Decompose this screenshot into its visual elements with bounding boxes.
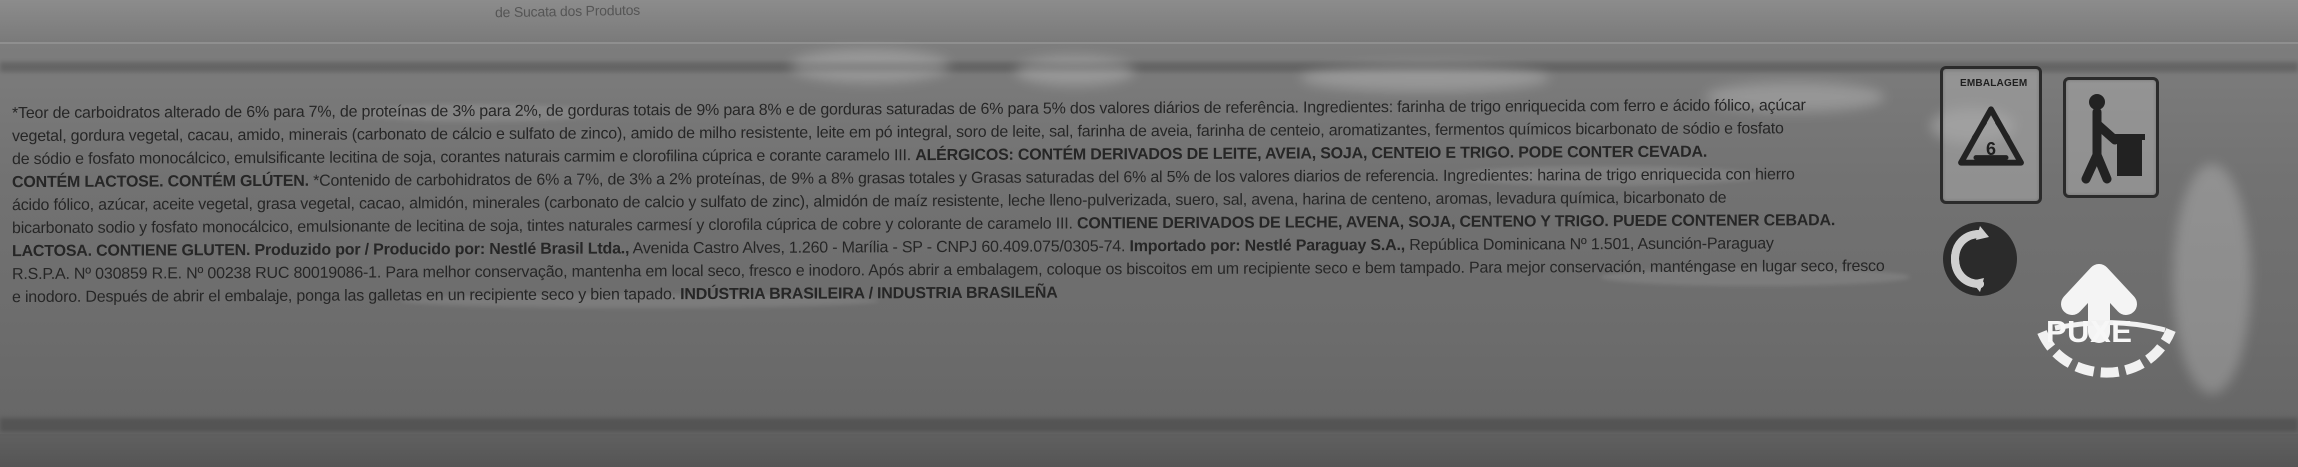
label-line-2: vegetal, gordura vegetal, cacau, amido, minerais (carbonato de cálcio e sulfato de zinco), amido de milho resistente, leite em pó integral, soro de leite, sal, farinha de aveia, farinha de centeio, aromatizantes, fermentos químicos bicarbonato de sódio e fosfato — [12, 120, 1784, 146]
storage-instructions-es: e inodoro. Después de abrir el embalaje, ponga las galletas en un recipiente seco y bien tapado. — [12, 286, 676, 307]
producer-company: Nestlé Brasil Ltda., — [489, 240, 630, 258]
label-line-8: R.S.P.A. Nº 030859 R.E. Nº 00238 RUC 80019086-1. Para melhor conservação, mantenha em local seco, fresco e inodoro. Após abrir a embalagem, coloque os biscoitos em um recipiente seco e bem tampado. Para mejor conservación, manténgase en lugar seco, fresco — [12, 257, 1885, 284]
label-text-block — [12, 94, 1885, 309]
disposal-symbol-box — [2063, 77, 2159, 198]
pull-label: PUXE — [2046, 314, 2133, 349]
pull-here-tab[interactable] — [2020, 220, 2195, 395]
allergen-warning-es: CONTIENE DERIVADOS DE LECHE, AVENA, SOJA, CENTENO Y TRIGO. PUEDE CONTENER CEBADA. — [1076, 212, 1836, 233]
ingredients-ending-pt: de sódio e fosfato monocálcico, emulsificante lecitina de soja, corantes naturais carmim e clorofilina cúprica e corante caramelo III. — [12, 147, 911, 169]
green-dot-icon — [1943, 222, 2017, 296]
package-glare — [1300, 64, 1550, 92]
ingredients-ending-es: bicarbonato sodio y fosfato monocálcico, emulsionante de lecitina de soja, tintes naturales carmesí y clorofila cúprica de cobre y colorante de caramelo III. — [12, 215, 1073, 238]
partial-top-text: de Sucata dos Produtos — [494, 1, 641, 21]
lactose-gluten-pt: CONTÉM LACTOSE. CONTÉM GLÚTEN. — [12, 172, 309, 192]
importer-label: Importado por: Nestlé Paraguay S.A., — [1129, 237, 1405, 256]
package-bottom-edge — [0, 418, 2298, 432]
producer-address: Avenida Castro Alves, 1.260 - Marília - SP - CNPJ 60.409.075/0305-74. — [632, 238, 1126, 258]
package-glare — [790, 49, 950, 83]
green-dot-arrows-icon — [1943, 222, 2017, 296]
recycling-number: 6 — [1986, 139, 1997, 159]
label-line-1: *Teor de carboidratos alterado de 6% para 7%, de proteínas de 3% para 2%, de gorduras totais de 9% para 8% e de gorduras saturadas de 6% para 5% dos valores diários de referência. Ingredientes: farinha de trigo enriquecida com ferro e ácido fólico, açúcar — [12, 97, 1806, 123]
packaging-symbol-title: EMBALAGEM — [1960, 78, 2028, 89]
ingredients-es: *Contenido de carbohidratos de 6% a 7%, de 3% a 2% proteínas, de 9% a 8% grasas totales y Grasas saturadas del 6% al 5% de los valores diarios de referencia. Ingredientes: harina de trigo enriquecida con hierro — [313, 166, 1795, 190]
label-line-5: ácido fólico, azúcar, aceite vegetal, grasa vegetal, cacao, almidón, minerales (carbonato de calcio y sulfato de zinc), almidón de maíz resistente, leche lleno-pulverizada, suero, sal, avena, harina de centeno, aromas, levadura química, bicarbonato de — [12, 189, 1727, 215]
packaging-symbol-box — [1940, 66, 2042, 204]
pull-arrow-icon — [2020, 220, 2195, 395]
importer-address: República Dominicana Nº 1.501, Asunción-Paraguay — [1409, 235, 1774, 254]
producer-label: Produzido por / Producido por: — [254, 241, 485, 260]
package-glare — [1015, 56, 1135, 86]
lactose-gluten-es: LACTOSA. CONTIENE GLUTEN. — [12, 242, 251, 261]
trash-disposal-icon — [2066, 80, 2156, 195]
allergen-warning-pt: ALÉRGICOS: CONTÉM DERIVADOS DE LEITE, AVEIA, SOJA, CENTEIO E TRIGO. PODE CONTER CEVADA. — [915, 143, 1708, 165]
country-of-origin: INDÚSTRIA BRASILEIRA / INDUSTRIA BRASILEÑA — [680, 284, 1058, 304]
